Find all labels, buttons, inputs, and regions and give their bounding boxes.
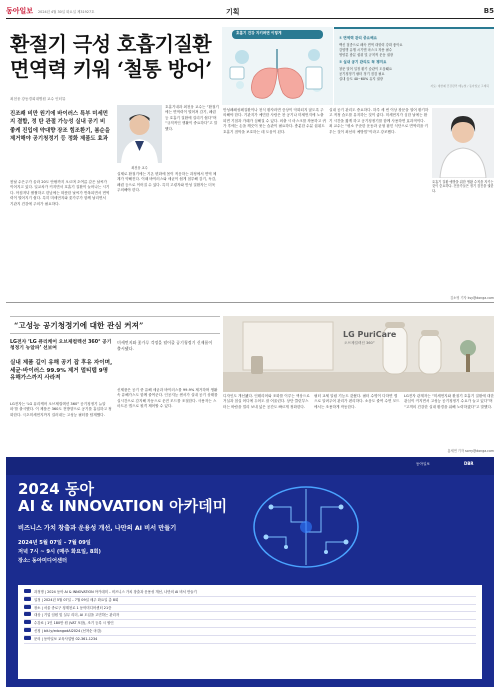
banner-time: 저녁 7시 ~ 9시 (매주 화요일, 8회) (18, 549, 101, 555)
ai-academy-banner-ad[interactable] (6, 457, 494, 687)
tips-source-note: 자료: 대한폐 건강관리 매뉴얼 / 동아일보 그래픽 (430, 84, 489, 89)
banner-signup-link[interactable]: 신청 | bit.ly/edongadAI2024 (선착순 마감) (24, 628, 476, 636)
banner-title-line1: 2024 동아 (18, 480, 94, 498)
article2-reporter: 홍세연 기자 sorry@donga.com (447, 449, 494, 453)
banner-info-row: 문의 | 동아일보 교육사업팀 02-361-1234 (24, 636, 476, 644)
article2-lead: LG전자 ‘LG 퓨리케어 오브제컬렉션 360° 공기청정기 뉴알파’ 선보여 (10, 340, 112, 351)
purifier-brand: LG PuriCare (343, 330, 397, 339)
banner-logo-dbr: DBR (464, 461, 474, 466)
article1-headline (10, 32, 212, 82)
banner-title-line2: AI & INNOVATION 아카데미 (18, 497, 228, 515)
banner-venue: 장소: 동아미디어센터 (18, 558, 67, 564)
banner-info-row: 일정 | 2024년 5월 07일 – 7월 09일 매주 화요일 총 8회 (24, 597, 476, 605)
banner-info-table (18, 585, 482, 679)
article1-hero-illustration (222, 27, 333, 105)
article1-column-2a: 호흡기내과 최천웅 교수는 “환절기에는 면역력이 떨어져 감기, 폐렴 등 호흡기 질환에 걸리기 쉽다”며 “규칙적인 생활이 중요하다”고 말했다. (165, 105, 219, 131)
article1-headline-line2: 면역력 키워 ‘철통 방어’ (10, 57, 212, 81)
article2-column-1: LG전자는 ‘LG 퓨리케어 오브제컬렉션 360° 공기청정기 뉴알파’를 출시했다. 이 제품은 360도 전방향으로 공기를 흡입하고 정화한다. 극초미세먼지까지 걸러내는 고성능 필터를 탑재했다. (10, 402, 112, 417)
article2-column-5: LG전자 관계자는 “미세먼지와 환절기 호흡기 질환에 대한 관심이 커지면서 고성능 공기청정기 수요가 늘고 있다”며 “고객의 건강한 실내 환경을 위해 노력하겠다”고 말했다. (404, 394, 494, 409)
tips-line: 영양분 충분 섭취 및 규칙적 운동 권장 (339, 52, 394, 57)
banner-dates: 2024년 5월 07일 – 7월 09일 (18, 540, 91, 546)
tips-line: 실내 습도 40~60% 유지 권장 (339, 76, 383, 81)
row-marker-icon (24, 605, 31, 609)
page-number: B5 (483, 7, 494, 15)
circuit-brain-icon (231, 477, 381, 577)
article2-column-2: 신제품은 공기 중 유해 세균과 바이러스를 99.9% 제거하며 생활 속 유해가스도 함께 줄여준다. 인공지능 센서가 실내 공기 상태를 실시간으로 감지해 자동으로 운전 모드를 조절한다. 사용자는 스마트폰 앱으로 원격 제어할 수 있다. (117, 388, 218, 409)
hero-caption: 호흡기 건강 지키려면 이렇게 (236, 31, 282, 35)
banner-tagline: 비즈니스 가치 창출과 운용성 개선, 나만의 AI 비서 만들기 (18, 525, 177, 532)
tips-line: 창문 열어 일정 환기 습관이 도움돼요 (339, 66, 393, 71)
tips-line: 백신 접종으로 폐속 면역 대항력 강화 좋아요 (339, 43, 403, 47)
section-title: 기획 (226, 8, 240, 16)
row-marker-icon (24, 589, 31, 593)
woman-photo-icon (432, 108, 494, 178)
tips-heading-air: ② 실내 공기 관리도 꼭 챙겨요 (339, 59, 387, 64)
article2-column-3: 디자인도 개선됐다. 인테리어와 조화를 이루는 색상으로 거실과 침실 어디에 두어도 잘 어울린다. 상단 클린부스터는 바람을 멀리 보내 넓은 공간도 빠르게 정화한다. (223, 394, 310, 409)
article2-column-4: 필터 교체 알림 기능도 갖췄다. 필터 수명이 다하면 앱으로 알려주어 관리가 편리하다. 소음도 줄여 수면 모드에서는 조용하게 작동한다. (314, 394, 400, 409)
tips-heading-immunity: ① 면역력 관리 중요해요 (339, 36, 378, 40)
row-marker-icon (24, 612, 31, 616)
purifier-subtitle: 오브제컬렉션 360° (344, 341, 375, 345)
article2-headline-box (10, 316, 220, 334)
tips-line: 공기청정기 필터 정기 점검 필요 (339, 71, 385, 76)
article1-reporter: 김소영 기자 ksy@donga.com (450, 296, 494, 300)
article1-column-2: 실제로 환절기에는 기온 변화에 몸이 적응하는 과정에서 면역 체계가 약해진다. 이때 바이러스와 세균이 쉽게 침투해 감기, 독감, 폐렴 등으로 이어질 수 있다. 특히 고령자와 만성 질환자는 더욱 주의해야 한다. (117, 172, 217, 193)
person-photo-icon (117, 105, 162, 163)
row-marker-icon (24, 628, 31, 632)
doctor-portrait (117, 105, 162, 163)
article2-subhead: 실내 제품 길이 유해 공기 잡 후유 자이며, 세균·바이러스 99.9% 제거 멀티탭 9명 유해가스까지 사라져 (10, 360, 113, 381)
banner-info-row: 장소 | 서울 종로구 청계천로 1 동아미디어센터 21층 (24, 605, 476, 613)
banner-top-bar (6, 457, 494, 475)
row-marker-icon (24, 636, 31, 640)
banner-info-row: 과정명 | 2024 동아 AI & INNOVATION 아카데미 – 비즈니스 가치 창출과 운용성 개선, 나만의 AI 비서 만들기 (24, 589, 476, 597)
article2-byline: 미세먼지와 꽃가루 걱정을 덜어줄 공기청정기 신제품이 출시됐다. (117, 340, 213, 351)
article1-subhead: 진조쾌 비만 원기에 바이러스 특부 미세먼지 결합, 정 탄 관절 가능성 실내 공기 비좋케 진입에 약대향 장조 힘조환기, 봄순을 제거해야 공기청정기 등 정화 제품도 효과 (10, 111, 110, 143)
newspaper-logo: 동아일보 (6, 7, 34, 15)
section-divider (6, 302, 494, 303)
banner-info-row: 수강료 | 1인 180만 원 (VAT 포함), 조기 등록 시 할인 (24, 620, 476, 628)
purifier-product-photo (223, 316, 494, 392)
article1-column-1: 봄날 수은주가 올라 20도 안팎까지 오르며 초여름 같은 날씨가 이어지고 있다. 일교차가 커지면서 호흡기 질환이 늘어나는 시기다. 아침저녁 쌀쌀하고 한낮에는 따뜻한 날씨가 반복되면서 면역력이 떨어지기 쉽다. 특히 미세먼지와 꽃가루가 함께 날리면서 기관지 건강에 주의가 필요하다. (10, 180, 110, 206)
banner-info-row: 대상 | 기업 임원 및 실무 리더, AI 도입을 고민하는 관리자 (24, 612, 476, 620)
air-purifier-icon (223, 316, 494, 392)
row-marker-icon (24, 620, 31, 624)
article1-byline: 최천웅 강동경희대병원 교수 인터뷰 (10, 97, 66, 101)
issue-info: 2024년 4월 30일 화요일 제31927호 (38, 10, 95, 14)
article1-side-photo (432, 108, 494, 178)
side-photo-caption: 호흡기 질환 예방을 위한 생활 수칙을 지키는 것이 중요하다. 전문가들은 정기 검진을 권한다. (432, 180, 494, 193)
article2-headline: “고성능 공기청정기에 대한 관심 커져” (14, 321, 144, 330)
row-marker-icon (24, 597, 31, 601)
banner-logo-donga: 동아일보 (416, 462, 430, 466)
article1-column-3: 만성폐쇄성폐질환이나 천식 환자라면 증상이 악화되지 않도록 주의해야 한다. 기관지가 예민한 사람은 찬 공기나 미세먼지에 노출되면 기침과 가래가 심해질 수 있다. 외출 시 마스크를 착용하고 귀가 후에는 손을 깨끗이 씻는 습관이 필요하다. 충분한 수분 섭취도 호흡기 점막을 보호하는 데 도움이 된다. (223, 108, 326, 134)
tips-line: 감염병 유행 시기엔 마스크 착용 필수 (339, 47, 393, 52)
portrait-caption: 최천웅 교수 (131, 166, 148, 170)
health-tips-box (334, 27, 494, 105)
lungs-illustration-icon (222, 27, 333, 105)
article1-column-4: 실내 공기 관리도 중요하다. 하루 세 번 이상 창문을 열어 환기하고 적정 습도를 유지하는 것이 좋다. 미세먼지가 심한 날에는 환기 시간을 짧게 하고 공기청정기를 함께 사용하면 효과적이다. 최 교수는 “평소 꾸준한 운동과 균형 잡힌 식단으로 면역력을 키우는 것이 최선의 예방법”이라고 강조했다. (329, 108, 429, 134)
masthead (6, 5, 494, 19)
article1-headline-line1: 환절기 극성 호흡기질환 (10, 32, 212, 56)
